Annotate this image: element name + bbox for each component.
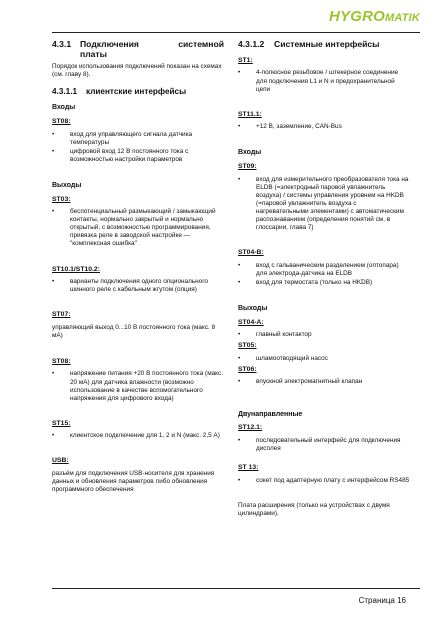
list-item: • сокет под адаптерную плату с интерфейсом RS485	[238, 477, 410, 485]
footer-rule	[52, 588, 420, 589]
list-item: • впускной электромагнитный клапан	[238, 378, 410, 386]
section-4-3-1-2-heading: 4.3.1.2 Системные интерфейсы	[238, 39, 380, 49]
st1-label: ST1:	[238, 56, 253, 64]
list-item: • напряжение питания +20 В постоянного тока (макс. 20 мА) для датчика влажности (возможно использование в качестве вспомогательного напряжения для цифрового входа)	[52, 370, 224, 402]
list-item: • 4-полюсное резьбовое / штекерное соединение для подключения L1 и N и предохранительной цепи	[238, 69, 410, 93]
st09-list	[238, 176, 410, 232]
outputs-heading-right: Выходы	[238, 304, 268, 312]
st1-list	[238, 69, 410, 93]
st11-label: ST11.1:	[238, 110, 262, 118]
st08-input-list	[52, 131, 224, 164]
list-item: • вход для управляющего сигнала датчика температуры	[52, 131, 224, 147]
list-item: • клиентское подключение для 1, 2 и N (макс. 2,5 А)	[52, 432, 224, 440]
bidirectional-heading: Двунаправленные	[238, 410, 303, 418]
st04a-label: ST04-A:	[238, 318, 264, 326]
list-item: • варианты подключения одного опционального шинного реле с кабельным жгутом (опция)	[52, 278, 224, 294]
st12-list	[238, 437, 410, 453]
right-column	[238, 40, 410, 522]
page-number: Страница 16	[358, 596, 406, 605]
list-item: • вход для измерительного преобразователя тока на ELDB (=электродный паровой увлажнитель воздуха) / системы управления уровнем на HKDB (=паровой увлажнитель воздуха с нагревательными элементами) с автоматическим распознаванием (определения понятий см. в глоссарии, глава 7)	[238, 176, 410, 232]
st08-output-label: ST08:	[52, 357, 71, 365]
st12-label: ST12.1:	[238, 424, 263, 432]
list-item: • вход с гальваническим разделением (оптопара) для электрода-датчика на ELDB	[238, 262, 410, 278]
st11-list	[238, 123, 410, 131]
st15-label: ST15:	[52, 419, 71, 427]
usb-text: разъём для подключения USB-носителя для хранения данных и обновления параметров либо обновления программного обеспечения	[52, 469, 215, 494]
st03-label: ST03:	[52, 195, 71, 203]
list-item: • последовательный интерфейс для подключения дисплея	[238, 437, 410, 453]
st08-output-list	[52, 370, 224, 402]
section-4-3-1-heading: 4.3.1 Подключения системной платы	[52, 39, 224, 59]
expansion-board-note: Плата расширения (только на устройствах с двумя цилиндрами).	[238, 501, 390, 517]
st13-list	[238, 477, 410, 485]
st15-list	[52, 432, 224, 440]
st10-list	[52, 278, 224, 294]
section-4-3-1-1-heading: 4.3.1.1 клиентские интерфейсы	[52, 86, 187, 96]
list-item: • вход для термостата (только на HKDB)	[238, 279, 410, 287]
brand-logo: HYGROMATIK	[328, 8, 420, 25]
st06-list	[238, 378, 410, 386]
st06-label: ST06:	[238, 365, 257, 373]
st08-label: ST08:	[52, 118, 71, 126]
inputs-heading: Входы	[52, 104, 76, 112]
st04b-list	[238, 262, 410, 287]
list-item: • +12 В, заземление, CAN-Bus	[238, 123, 410, 131]
st05-label: ST05:	[238, 342, 257, 350]
list-item: • шламоотводящий насос	[238, 355, 410, 363]
header-rule	[52, 32, 420, 33]
st10-label: ST10.1/ST10.2:	[52, 265, 100, 273]
st04a-list	[238, 331, 410, 339]
section-4-3-1-intro: Порядок использования подключений показан на схемах (см. главу 8).	[52, 62, 222, 78]
outputs-heading: Выходы	[52, 181, 82, 189]
usb-label: USB:	[52, 457, 69, 465]
left-column	[52, 40, 224, 498]
st04b-label: ST04-B:	[238, 249, 264, 257]
st03-list	[52, 208, 224, 248]
st07-label: ST07:	[52, 311, 71, 319]
list-item: • беспотенциальный размыкающий / замыкающий контакты, нормально закрытый и нормально открытый, с возможностью программирования, привязка реле в заводской настройке — "комплексная ошибка"	[52, 208, 224, 248]
st05-list	[238, 355, 410, 363]
list-item: • главный контактор	[238, 331, 410, 339]
st13-label: ST 13:	[238, 464, 259, 471]
list-item: • цифровой вход 12 В постоянного тока с возможностью настройки параметров	[52, 148, 224, 164]
inputs-heading-right: Входы	[238, 149, 262, 157]
st09-label: ST09:	[238, 163, 257, 171]
st07-text: управляющий выход 0...10 В постоянного тока (макс. 8 мА)	[52, 323, 216, 339]
